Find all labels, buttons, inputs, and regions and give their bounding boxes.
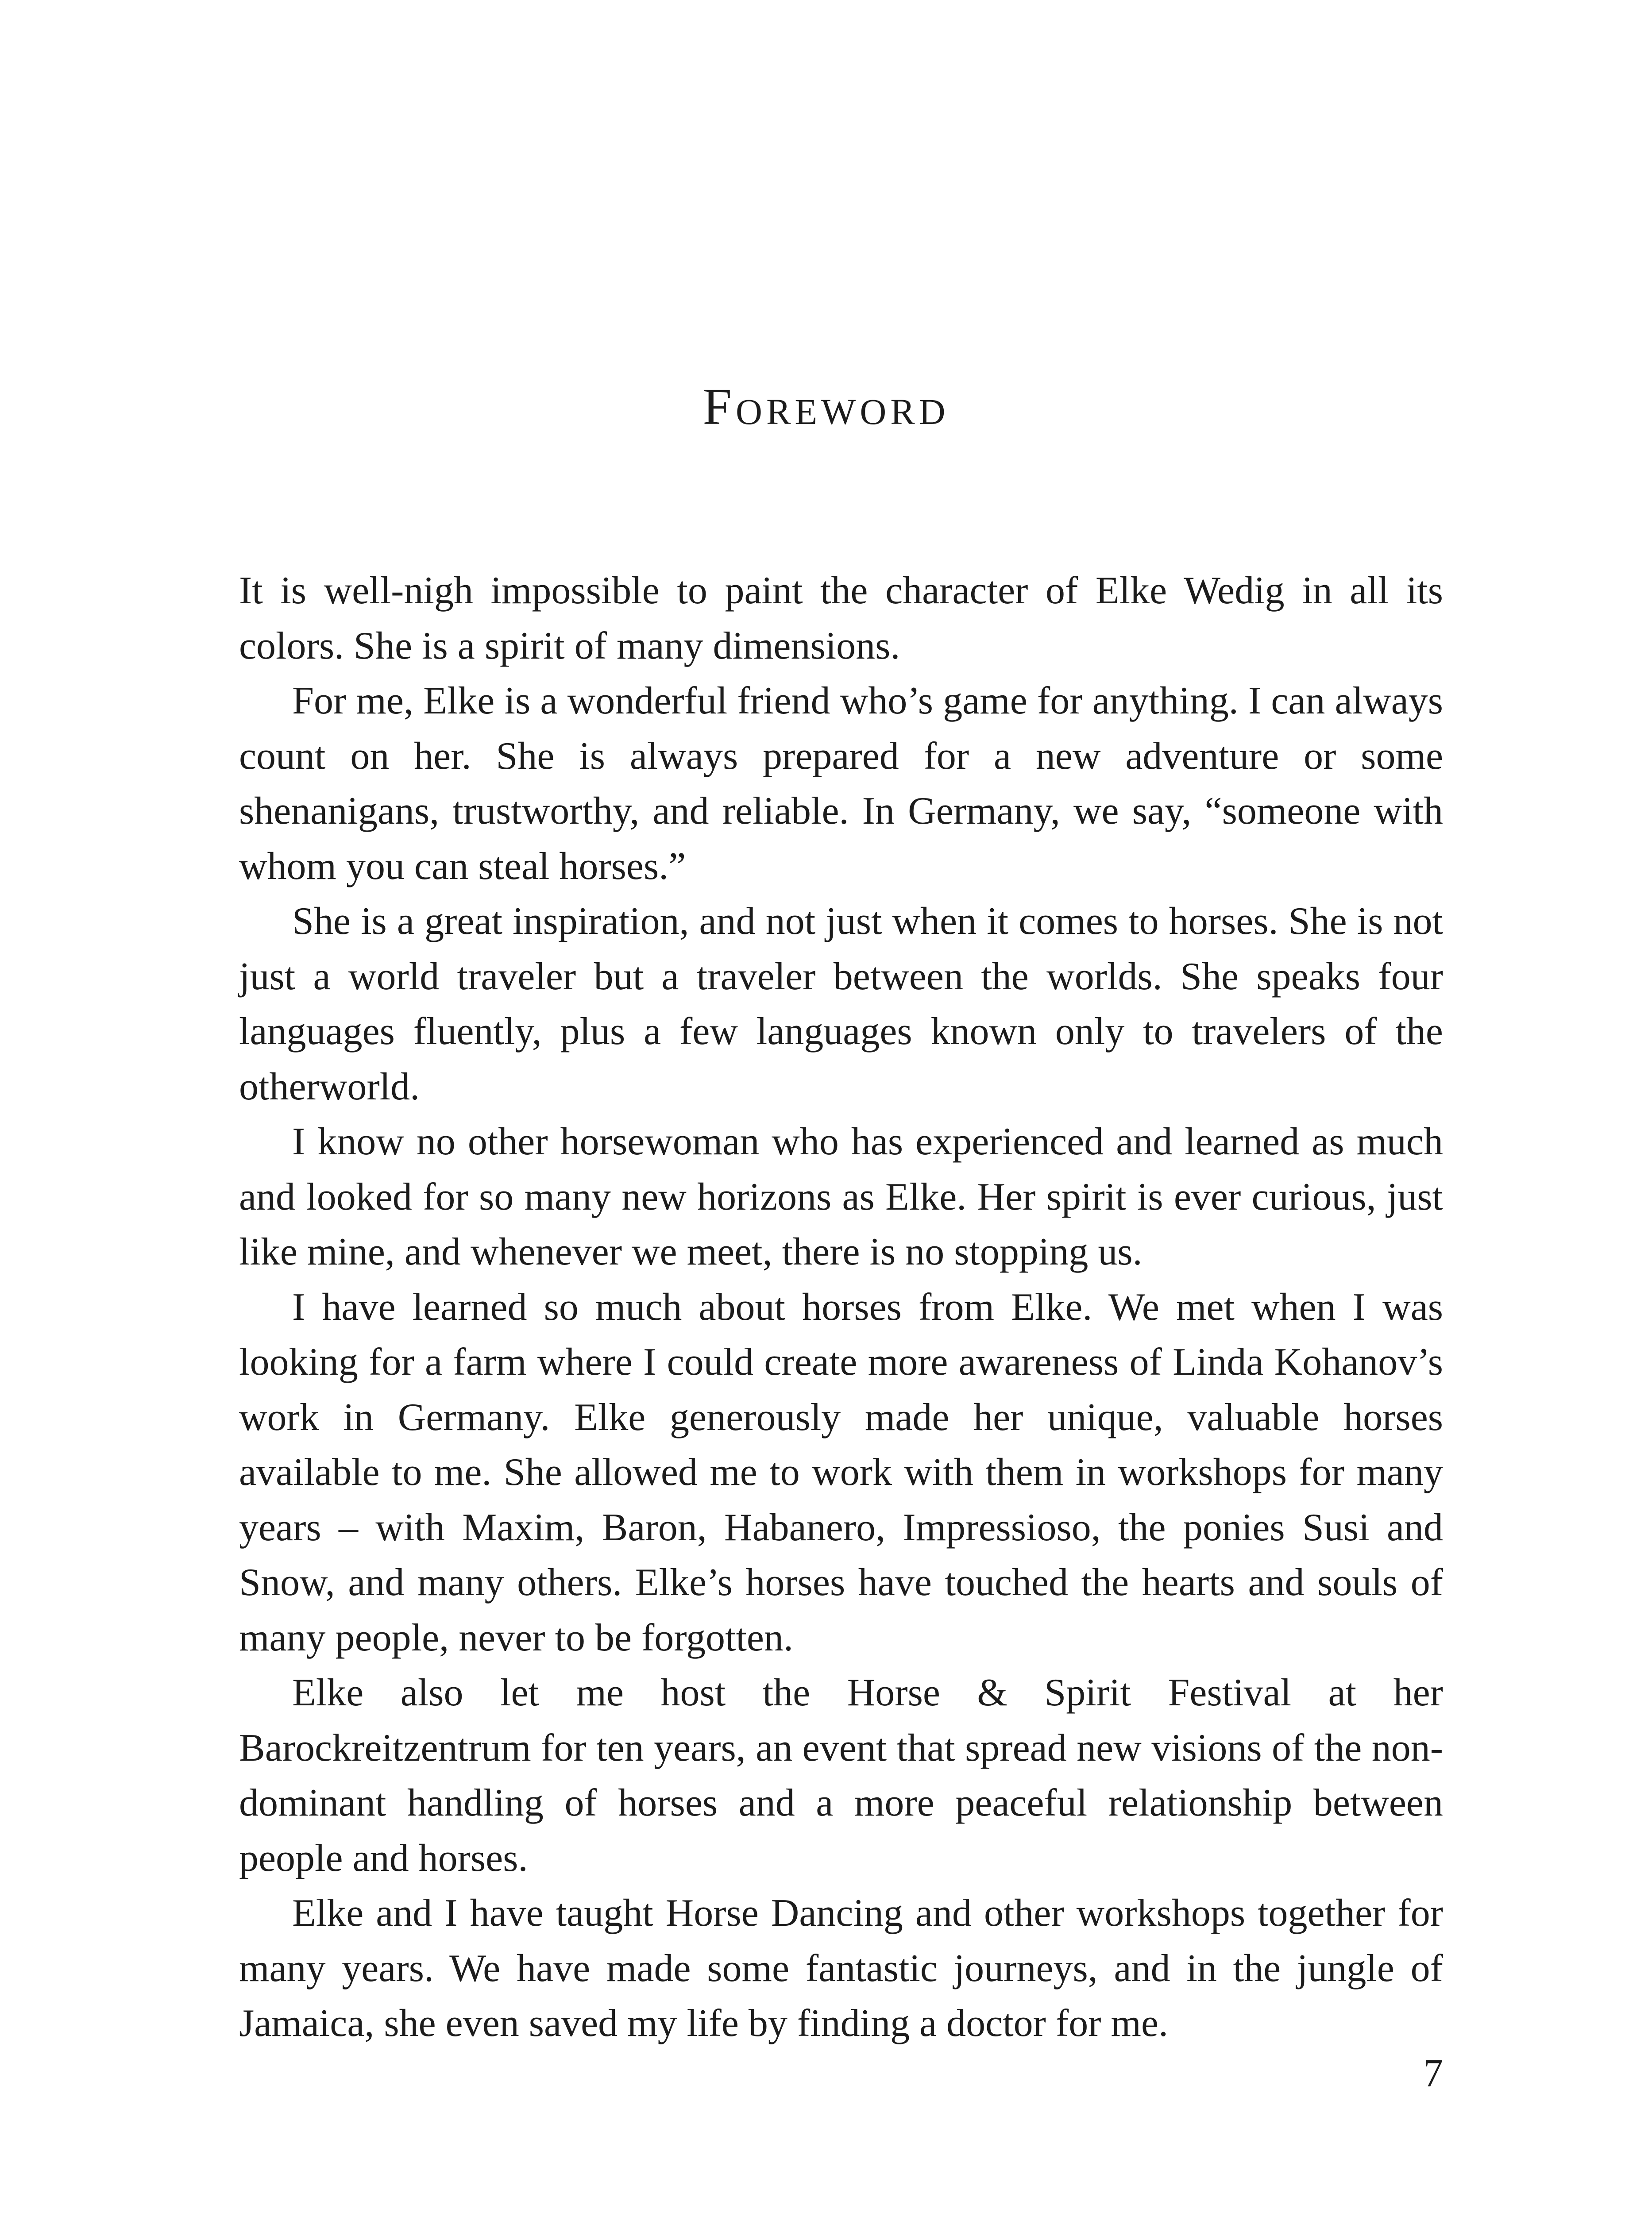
paragraph-7: Elke and I have taught Horse Dancing and other workshops together for many years. We have made some fantastic journeys, and in the jungle of Jamaica, she even saved my life by finding a doctor for me. [239, 1892, 1443, 2045]
paragraph-5: I have learned so much about horses from Elke. We met when I was looking for a farm where I could create more awareness of Linda Kohanov’s work in Germany. Elke generously made her unique, valuable horses available to me. She allowed me to work with them in workshops for many years – with Maxim, Baron, Habanero, Impressioso, the ponies Susi and Snow, and many others. Elke’s horses have touched the hearts and souls of many people, never to be forgotten. [239, 1285, 1443, 1659]
body-text [239, 563, 1443, 2051]
paragraph-2: For me, Elke is a wonderful friend who’s game for anything. I can always count on her. She is always prepared for a new adventure or some shenanigans, trustworthy, and reliable. In Germany, we say, “someone with whom you can steal horses.” [239, 679, 1443, 888]
paragraph-4: I know no other horsewoman who has experienced and learned as much and looked for so many new horizons as Elke. Her spirit is ever curious, just like mine, and whenever we meet, there is no stopping us. [239, 1120, 1443, 1273]
paragraph-1: It is well-nigh impossible to paint the character of Elke Wedig in all its colors. She is a spirit of many dimensions. [239, 569, 1443, 667]
page-number: 7 [1423, 2051, 1443, 2095]
paragraph-3: She is a great inspiration, and not just when it comes to horses. She is not just a world traveler but a traveler between the worlds. She speaks four languages fluently, plus a few languages known only to travelers of the otherworld. [239, 900, 1443, 1108]
chapter-title: Foreword [702, 378, 950, 436]
paragraph-6: Elke also let me host the Horse & Spirit Festival at her Barockreitzentrum for ten years, an event that spread new visions of the non-dominant handling of horses and a more peaceful relationship between people and horses. [239, 1671, 1443, 1880]
